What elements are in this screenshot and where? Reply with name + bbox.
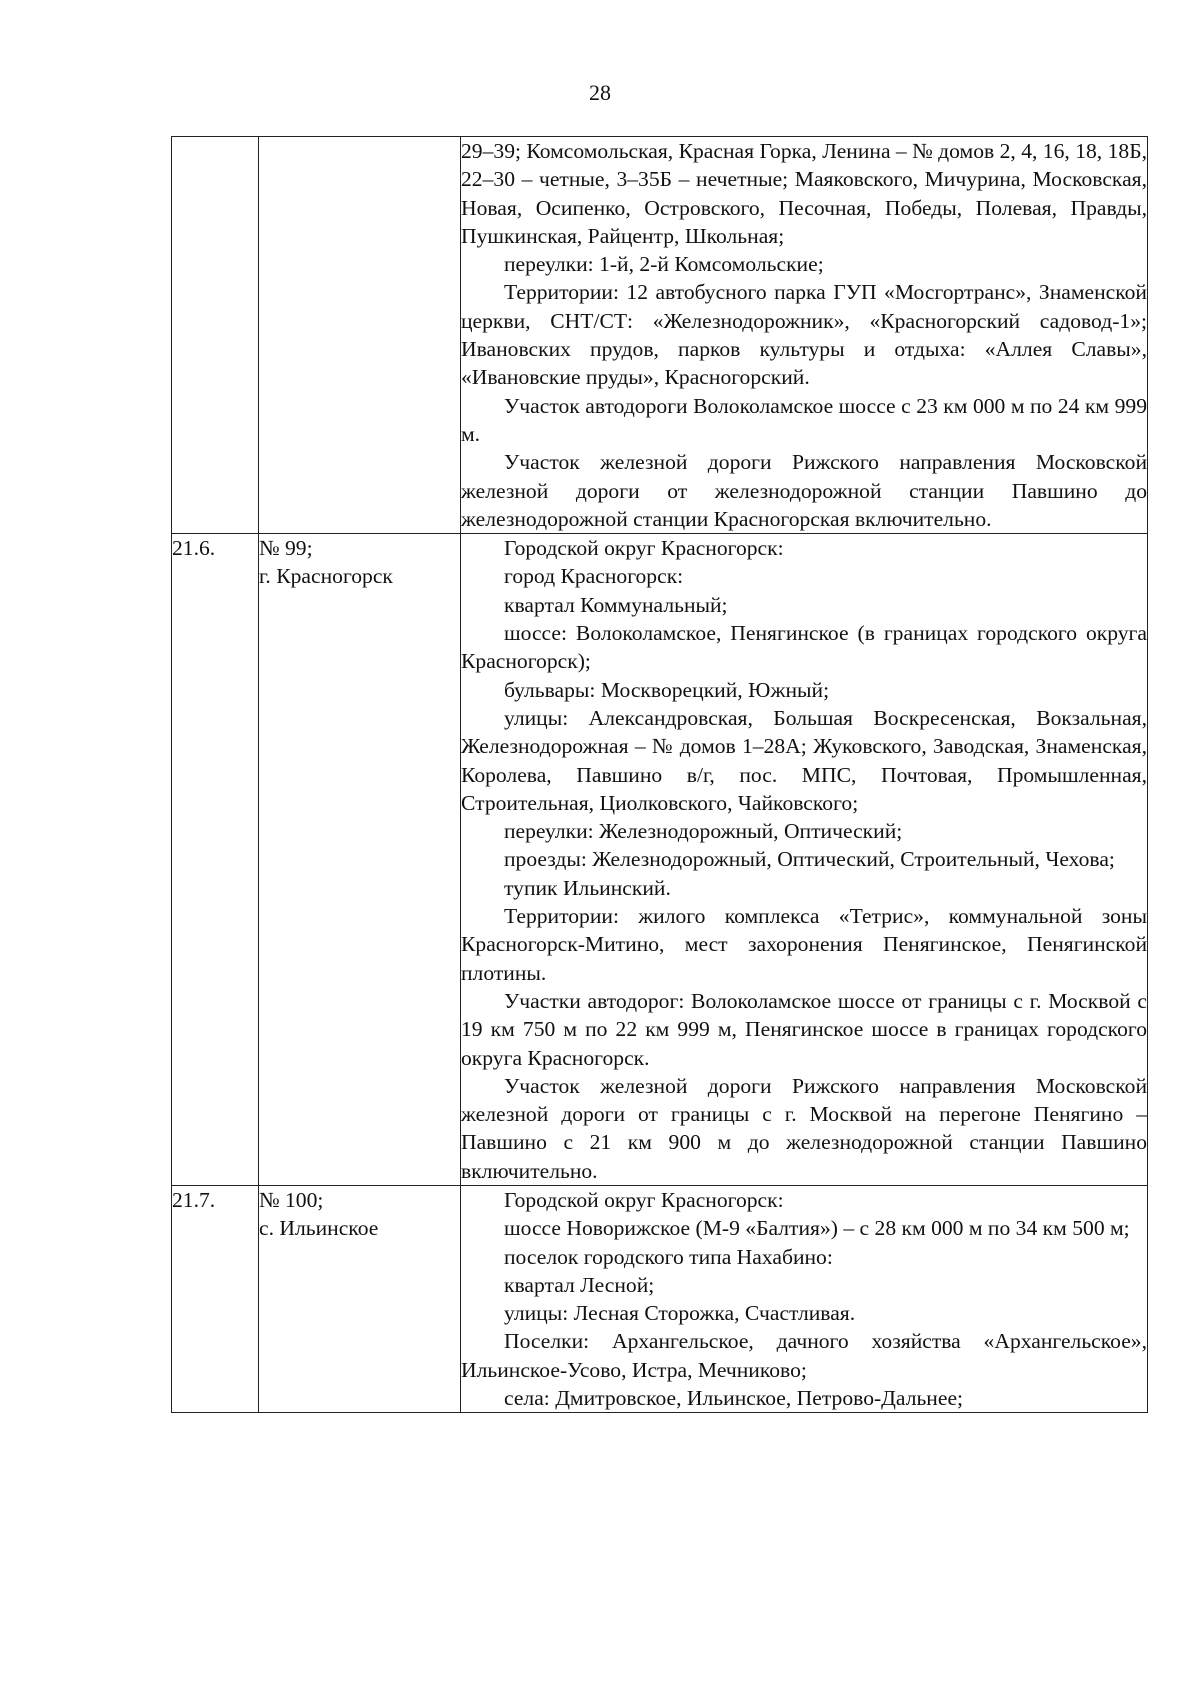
description-paragraph: переулки: Железнодорожный, Оптический; <box>504 819 903 844</box>
description-paragraph: 29–39; Комсомольская, Красная Горка, Ленина – № домов 2, 4, 16, 18, 18Б, 22–30 – четные, 3–35Б – нечетные; Маяковского, Мичурина, Московская, Новая, Осипенко, Островского, Песочная, Победы, Полевая, Правды, Пушкинская, Райцентр, Школьная; <box>461 139 1147 248</box>
description-paragraph: села: Дмитровское, Ильинское, Петрово-Дальнее; <box>504 1386 964 1411</box>
district-line: № 99; <box>259 536 313 561</box>
description-paragraph: Участки автодорог: Волоколамское шоссе от границы с г. Москвой с 19 км 750 м по 22 км 999 м, Пенягинское шоссе в границах городского округа Красногорск. <box>461 988 1147 1070</box>
description-paragraph: переулки: 1-й, 2-й Комсомольские; <box>504 252 824 277</box>
description-paragraph: Территории: жилого комплекса «Тетрис», коммунальной зоны Красногорск-Митино, мест захоронения Пенягинское, Пенягинской плотины. <box>461 904 1147 985</box>
description-paragraph: Участок железной дороги Рижского направления Московской железной дороги от границы с г. Москвой на перегоне Пенягино – Павшино с 21 км 900 м до железнодорожной станции Павшино включительно. <box>461 1073 1147 1183</box>
description-paragraph: поселок городского типа Нахабино: <box>504 1244 833 1269</box>
district-table <box>171 136 1148 1413</box>
district-line: № 100; <box>259 1187 324 1212</box>
description-paragraph: квартал Лесной; <box>504 1272 655 1297</box>
page-number: 28 <box>589 80 611 105</box>
description-paragraph: Участок железной дороги Рижского направления Московской железной дороги от железнодорожной станции Павшино до железнодорожной станции Красногорская включительно. <box>461 450 1147 531</box>
district-line: г. Красногорск <box>259 564 393 589</box>
description-paragraph: тупик Ильинский. <box>504 875 671 900</box>
district-line: с. Ильинское <box>259 1216 379 1241</box>
description-paragraph: город Красногорск: <box>504 564 684 589</box>
table-row <box>172 137 1148 534</box>
row-number: 21.6. <box>172 534 259 1186</box>
description-paragraph: квартал Коммунальный; <box>504 592 728 617</box>
description-paragraph: улицы: Лесная Сторожка, Счастливая. <box>504 1301 856 1326</box>
district-cell <box>259 137 461 534</box>
description-cell <box>461 1185 1148 1412</box>
description-paragraph: проезды: Железнодорожный, Оптический, Строительный, Чехова; <box>504 847 1115 872</box>
row-number <box>172 137 259 534</box>
description-paragraph: Городской округ Красногорск: <box>504 536 784 561</box>
description-paragraph: улицы: Александровская, Большая Воскресенская, Вокзальная, Железнодорожная – № домов 1–28А; Жуковского, Заводская, Знаменская, Королева, Павшино в/г, пос. МПС, Почтовая, Промышленная, Строительная, Циолковского, Чайковского; <box>461 705 1147 815</box>
table-row <box>172 534 1148 1186</box>
description-paragraph: Участок автодороги Волоколамское шоссе с 23 км 000 м по 24 км 999 м. <box>461 393 1147 446</box>
description-paragraph: шоссе Новорижское (М-9 «Балтия») – с 28 км 000 м по 34 км 500 м; <box>504 1216 1130 1241</box>
table-row <box>172 1185 1148 1412</box>
row-number: 21.7. <box>172 1185 259 1412</box>
description-cell <box>461 534 1148 1186</box>
description-paragraph: шоссе: Волоколамское, Пенягинское (в границах городского округа Красногорск); <box>461 621 1147 674</box>
description-paragraph: Поселки: Архангельское, дачного хозяйства «Архангельское», Ильинское-Усово, Истра, Мечниково; <box>461 1329 1147 1382</box>
description-paragraph: Территории: 12 автобусного парка ГУП «Мосгортранс», Знаменской церкви, СНТ/СТ: «Железнодорожник», «Красногорский садовод-1»; Ивановских прудов, парков культуры и отдыха: «Аллея Славы», «Ивановские пруды», Красногорский. <box>461 280 1147 390</box>
district-cell <box>259 1185 461 1412</box>
district-cell <box>259 534 461 1186</box>
description-cell <box>461 137 1148 534</box>
description-paragraph: Городской округ Красногорск: <box>504 1187 784 1212</box>
description-paragraph: бульвары: Москворецкий, Южный; <box>504 677 830 702</box>
